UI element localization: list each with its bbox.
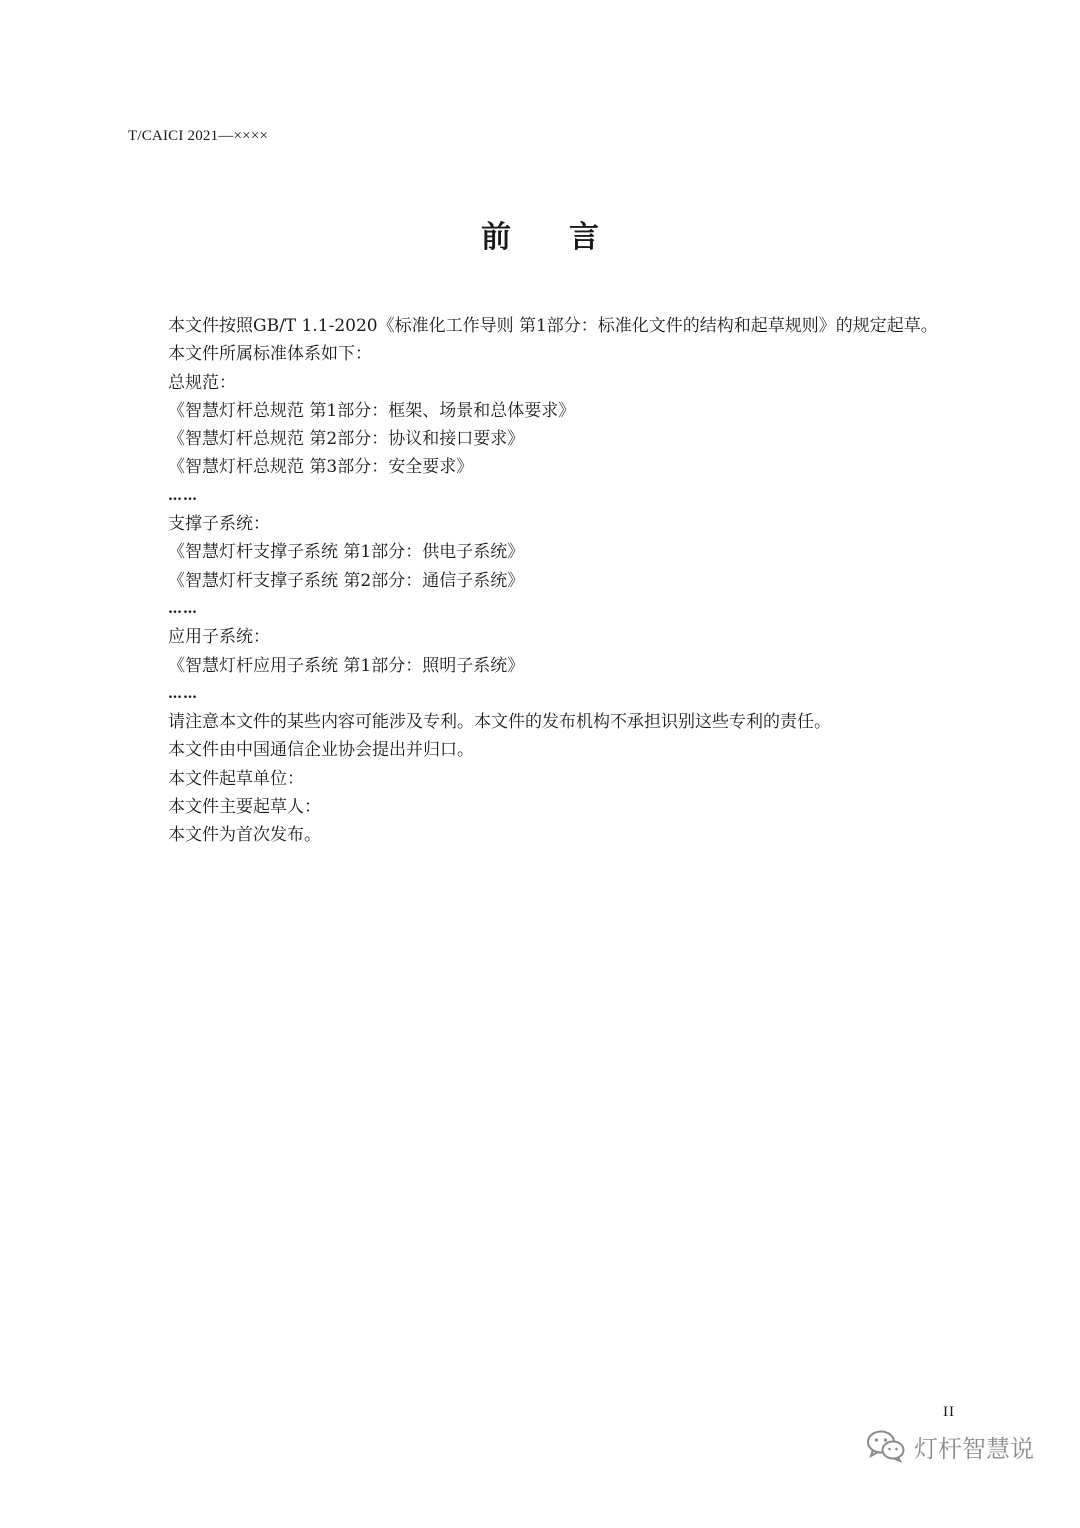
ellipsis: …… (168, 600, 198, 617)
paragraph-proposer: 本文件由中国通信企业协会提出并归口。 (168, 740, 474, 761)
section-general-spec: 总规范： (168, 372, 236, 393)
document-code: T/CAICI 2021—×××× (128, 128, 269, 144)
list-item: 《智慧灯杆总规范 第1部分：框架、场景和总体要求》 (168, 400, 576, 421)
paragraph-system-intro: 本文件所属标准体系如下： (168, 344, 372, 365)
wechat-icon (866, 1429, 906, 1463)
title-char-2: 言 (569, 220, 599, 255)
title-char-1: 前 (481, 220, 511, 255)
list-item: 《智慧灯杆总规范 第3部分：安全要求》 (168, 457, 474, 478)
ellipsis: …… (168, 487, 198, 504)
list-item: 《智慧灯杆支撑子系统 第1部分：供电子系统》 (168, 542, 525, 563)
watermark (866, 1426, 1034, 1466)
page-number: II (943, 1404, 955, 1420)
list-item: 《智慧灯杆应用子系统 第1部分：照明子系统》 (168, 655, 525, 676)
preface-body (128, 312, 988, 850)
paragraph-patent-notice: 请注意本文件的某些内容可能涉及专利。本文件的发布机构不承担识别这些专利的责任。 (168, 712, 831, 733)
section-support-subsystem: 支撑子系统： (168, 514, 270, 535)
list-item: 《智慧灯杆总规范 第2部分：协议和接口要求》 (168, 429, 525, 450)
watermark-text: 灯杆智慧说 (914, 1434, 1034, 1463)
page-title (0, 212, 1080, 256)
paragraph-first-release: 本文件为首次发布。 (168, 825, 321, 846)
list-item: 《智慧灯杆支撑子系统 第2部分：通信子系统》 (168, 570, 525, 591)
ellipsis: …… (168, 685, 198, 702)
paragraph-drafters: 本文件主要起草人： (168, 797, 321, 818)
paragraph-drafting-units: 本文件起草单位： (168, 768, 304, 789)
paragraph-standard-basis: 本文件按照GB/T 1.1-2020《标准化工作导则 第1部分：标准化文件的结构和起草规则》的规定起草。 (168, 316, 938, 336)
section-application-subsystem: 应用子系统： (168, 627, 270, 648)
